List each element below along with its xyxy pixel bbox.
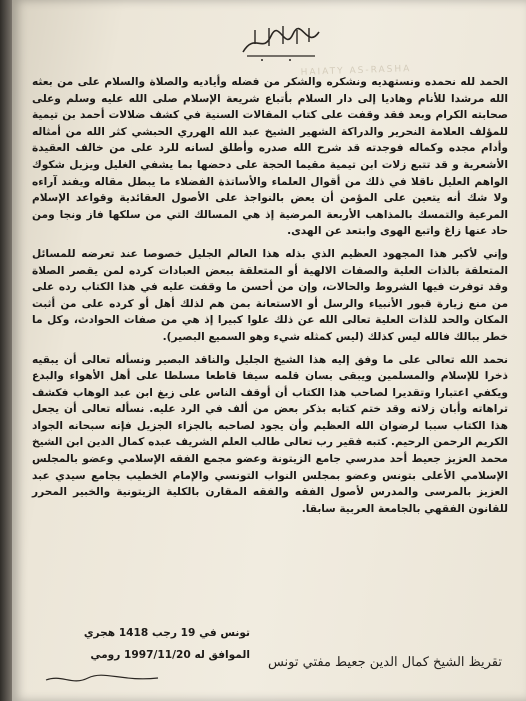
paragraph-1: الحمد لله نحمده ونستهديه ونشكره والشكر من فضله وأياديه والصلاة والسلام على من بعثه الله مرشدا للأنام وهاديا إلى دار السلام بأتباع شريعة الإسلام صلى الله عليه وسلم وعلى صحابته الكرام وبعد فقد وقفت على كتاب المقالات السنية في كشف ضلالات أحمد بن تيمية للمؤلف العلامة النحرير والدراكة الشهير الشيخ عبد الله الهرري الحبشي كثر الله من أمثاله وأدام مجده وكماله فوجدته قد شرح الله صدره وأطلق لسانه للرد على من خالف العقيدة الأشعرية و قد تتبع زلات ابن تيمية مقيما الحجة على دحضها بما يشفي الغليل ويزيل شكوك الواهم العليل ناقلا في ذلك من أقوال العلماء والأساتذة الفضلاء ما يبطل مقاله ويفند آراءه ولا شك أنه يتعين على المؤمن أن يعض بالنواجذ على الأصول العقائدية وقواعد الإسلام المرعية والتمسك بالمذاهب الأربعة المرضية إذ هي المسالك التي من سلكها فاز ونجا ومن حاد عنها زاغ واتبع الهوى وابتعد عن الهدى. [32,76,508,238]
paragraph-2: وإني لأكبر هذا المجهود العظيم الذي بذله هذا العالم الجليل خصوصا عند تعرضه للمسائل المتعلقة بالذات العلية والصفات الالهية أو المتعلقة ببعض العبادات كرده لمن يقصر الصلاة وقد توفرت فيها الشروط والحالات، وإن من أحسن ما وقفت عليه في هذا الكتاب رده على من منع زيارة قبور الأنبياء والرسل أو الاستعانة بمن هم لذلك أهل أو كرده على من أثبت المكان والحد للذات العلية تعالى الله عن ذلك علوا كبيرا إذ هي من صفات الحوادث، وكل ما خطر ببالك فالله ليس كذلك (ليس كمثله شيء وهو السميع البصير). [32,247,508,343]
date-block [40,622,250,666]
basmala-calligraphy [235,22,325,62]
show-through-text: HAIATY AS-RASHA [300,64,412,78]
signature-scribble [42,672,162,686]
book-page [12,0,526,701]
paragraph-3: نحمد الله تعالى على ما وفق إليه هذا الشيخ الجليل والناقد البصير ونسأله تعالى أن يبقيه ذخرا للإسلام والمسلمين ويبقى بسان قلمه سيفا قاطعا مسلطا على أهل الأهواء والبدع ويكفي اعتبارا وتقديرا لصاحب هذا الكتاب أن أوقف الناس على زيغ ابن عبد الوهاب فكشف تراهاته وأبان زلاته وقد ختم كتابه بذكر بعض من ألف في الرد عليه. نسأله تعالى أن يجعل هذا الكتاب سببا لرضوان الله العظيم وأن يجود لصاحبه بالجزاء الجزيل فإنه سبحانه الجواد الكريم الرحمن الرحيم. كتبه فقير رب تعالى طالب العلم الشريف عبده كمال الدين ابن الشيخ محمد العزيز جعيط أحد مدرسي جامع الزيتونة وعضو مجمع الفقه الإسلامي وعضو بالمجلس الإسلامي الأعلى بتونس وعضو بمجلس النواب التونسي والإمام الخطيب بجامع سيدي عبد العزيز بالمرسى والمدرس لأصول الفقه والفقه المقارن بالكلية الزيتونية والخبير المحرر للقانون الفقهي بالجامعة العربية سابقا. [32,353,508,515]
date-hijri: تونس في 19 رجب 1418 هجري [83,627,250,639]
endorsement-caption: تقريظ الشيخ كمال الدين جعيط مفتي تونس [267,655,502,670]
date-gregorian: الموافق له 1997/11/20 رومي [90,649,250,661]
foreword-body [32,74,508,523]
